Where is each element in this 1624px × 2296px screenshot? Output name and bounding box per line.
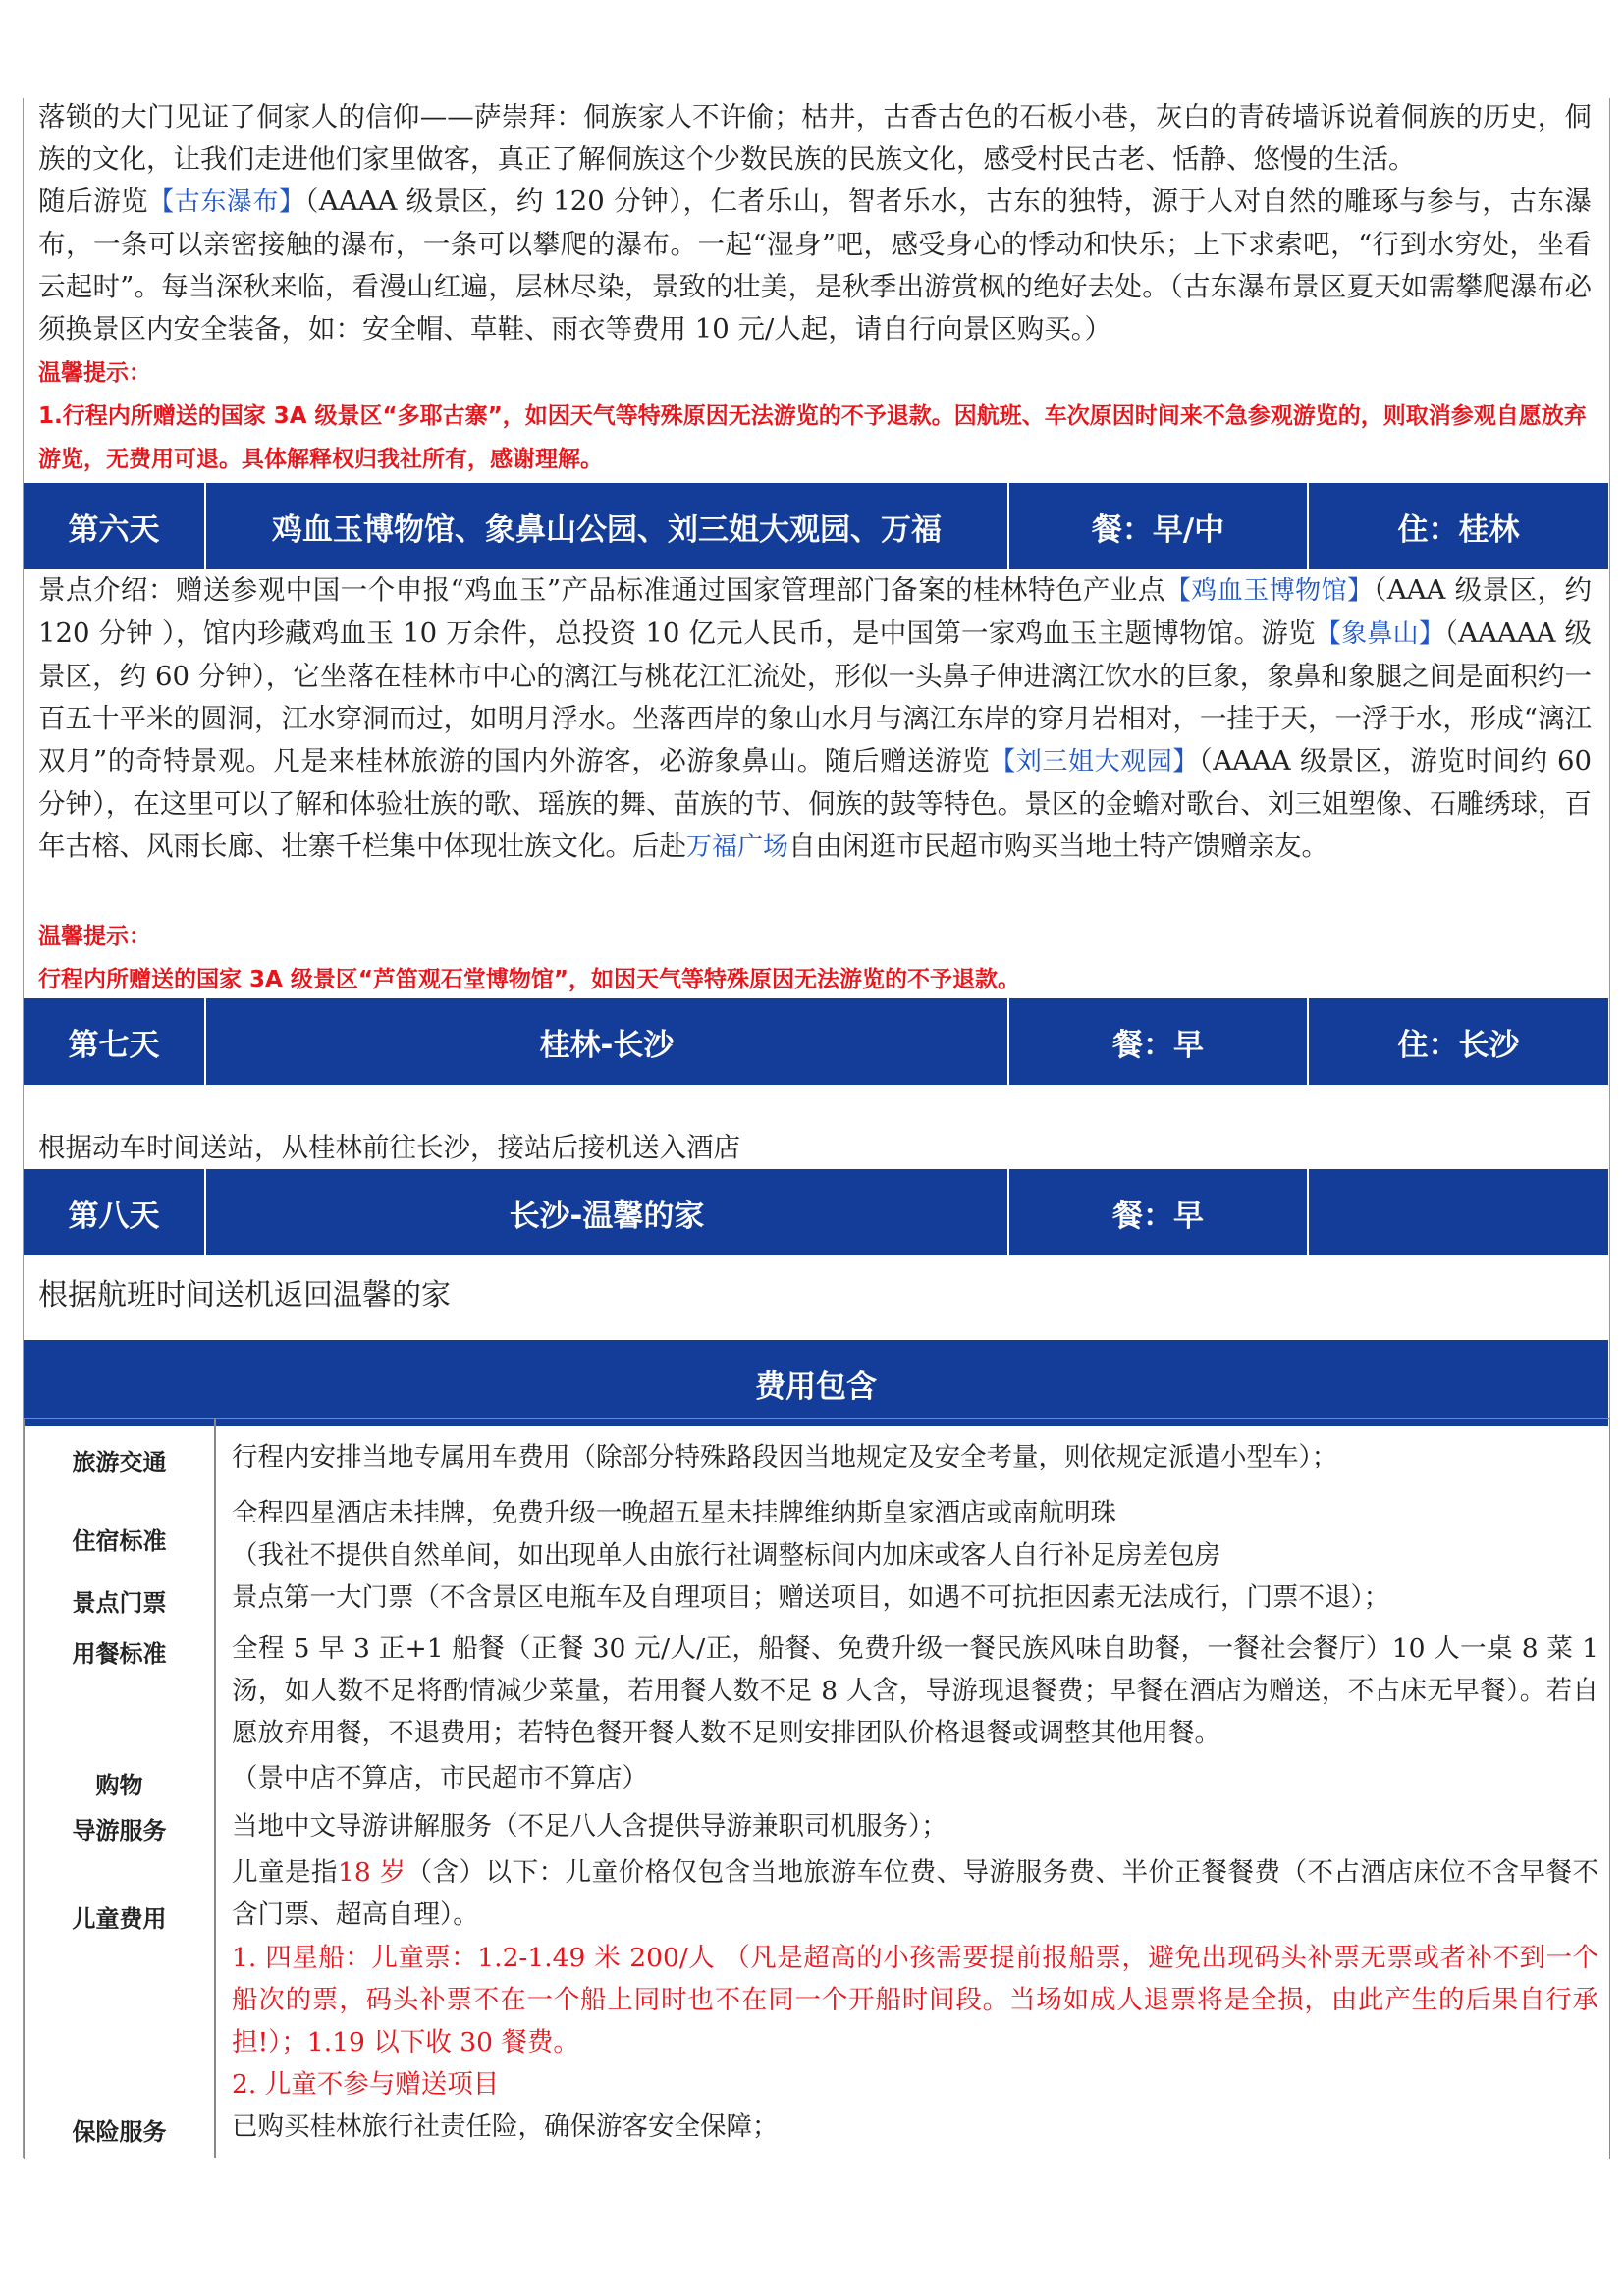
child-fee-label: 儿童费用	[72, 1905, 167, 1933]
child-gift-note: 2. 儿童不参与赠送项目	[232, 2069, 500, 2100]
day7-route: 桂林-长沙	[206, 998, 1009, 1085]
day6-tip: 行程内所赠送的国家 3A 级景区“芦笛观石堂博物馆”，如因天气等特殊原因无法游览的不予退款。	[38, 967, 1021, 992]
ticket-text: 景点第一大门票（不含景区电瓶车及自理项目；赠送项目，如遇不可抗拒因素无法成行，门票不退）；	[232, 1582, 1390, 1613]
hotel-text-1: 全程四星酒店未挂牌，免费升级一晚超五星未挂牌维纳斯皇家酒店或南航明珠	[232, 1498, 1116, 1528]
day8-meal: 餐：早	[1009, 1169, 1309, 1255]
insurance-label: 保险服务	[72, 2118, 167, 2146]
jixueyu-museum-link: 【鸡血玉博物馆】	[1164, 576, 1374, 606]
day5-tip-title: 温馨提示：	[38, 360, 151, 386]
transport-text: 行程内安排当地专属用车费用（除部分特殊路段因当地规定及安全考量，则依规定派遣小型车）；	[232, 1442, 1338, 1472]
gudong-waterfall-link: 【古东瀑布】	[148, 187, 305, 217]
elephant-trunk-hill-link: 【象鼻山】	[1315, 619, 1445, 649]
day6-header	[24, 483, 1608, 569]
day8-label: 第八天	[24, 1169, 206, 1255]
insurance-text: 已购买桂林旅行社责任险，确保游客安全保障；	[232, 2111, 779, 2142]
day7-meal: 餐：早	[1009, 998, 1309, 1085]
day6-stay: 住：桂林	[1397, 511, 1520, 548]
day8-route: 长沙-温馨的家	[206, 1169, 1009, 1255]
hotel-text-2: （我社不提供自然单间，如出现单人由旅行社调整标间内加床或客人自行补足房差包房	[232, 1540, 1220, 1571]
day6-route: 鸡血玉博物馆、象鼻山公园、刘三姐大观园、万福	[206, 483, 1009, 569]
day5-paragraph-2: 随后游览【古东瀑布】（AAAA 级景区，约 120 分钟），仁者乐山，智者乐水，古东的独特，源于人对自然的雕琢与参与，古东瀑布，一条可以亲密接触的瀑布，一条可以攀爬的瀑布。一起“湿身”吧，感受身心的悸动和快乐；上下求索吧，“行到水穷处，坐看云起时”。每当深秋来临，看漫山红遍，层林尽染，景致的壮美，是秋季出游赏枫的绝好去处。（古东瀑布景区夏天如需攀爬瀑布必须换景区内安全装备，如：安全帽、草鞋、雨衣等费用 10 元/人起，请自行向景区购买。）	[38, 186, 1592, 345]
day8-header	[24, 1169, 1608, 1255]
day8-text: 根据航班时间送机返回温馨的家	[38, 1278, 451, 1312]
liusanjie-park-link: 【刘三姐大观园】	[990, 747, 1199, 776]
day8-stay	[1309, 1169, 1608, 1255]
meal-text: 全程 5 早 3 正+1 船餐（正餐 30 元/人/正，船餐、免费升级一餐民族风味自助餐，一餐社会餐厅）10 人一桌 8 菜 1 汤，如人数不足将酌情减少菜量，若用餐人数不足 8 人含，导游现退餐费；早餐在酒店为赠送，不占床无早餐）。若自愿放弃用餐，不退费用；若特色餐开餐人数不足则安排团队价格退餐或调整其他用餐。	[232, 1633, 1598, 1748]
guide-text: 当地中文导游讲解服务（不足八人含提供导游兼职司机服务）；	[232, 1811, 947, 1842]
day6-label: 第六天	[24, 483, 206, 569]
hotel-label: 住宿标准	[72, 1527, 167, 1555]
child-age: 18 岁	[338, 1857, 406, 1888]
day6-description: 景点介绍：赠送参观中国一个申报“鸡血玉”产品标准通过国家管理部门备案的桂林特色产业点【鸡血玉博物馆】（AAA 级景区，约 120 分钟 ），馆内珍藏鸡血玉 10 万余件，总投资 10 亿元人民币，是中国第一家鸡血玉主题博物馆。游览【象鼻山】（AAAAA 级景区，约 60 分钟），它坐落在桂林市中心的漓江与桃花江汇流处，形似一头鼻子伸进漓江饮水的巨象，象鼻和象腿之间是面积约一百五十平米的圆洞，江水穿洞而过，如明月浮水。坐落西岸的象山水月与漓江东岸的穿月岩相对，一挂于天，一浮于水，形成“漓江双月”的奇特景观。凡是来桂林旅游的国内外游客，必游象鼻山。随后赠送游览【刘三姐大观园】（AAAA 级景区，游览时间约 60 分钟），在这里可以了解和体验壮族的歌、瑶族的舞、苗族的节、侗族的鼓等特色。景区的金蟾对歌台、刘三姐塑像、石雕绣球，百年古榕、风雨长廊、壮寨千栏集中体现壮族文化。后赴万福广场自由闲逛市民超市购买当地土特产馈赠亲友。	[38, 574, 1592, 862]
shopping-text: （景中店不算店，市民超市不算店）	[232, 1763, 648, 1793]
day5-paragraph-1: 落锁的大门见证了侗家人的信仰——萨崇拜：侗族家人不许偷；枯井，古香古色的石板小巷，灰白的青砖墙诉说着侗族的历史，侗族的文化，让我们走进他们家里做客，真正了解侗族这个少数民族的民族文化，感受村民古老、恬静、悠慢的生活。	[38, 101, 1592, 175]
child-fee-text: 儿童是指18 岁（含）以下：儿童价格仅包含当地旅游车位费、导游服务费、半价正餐餐费（不占酒店床位不含早餐不含门票、超高自理）。	[232, 1857, 1599, 1930]
day7-label: 第七天	[24, 998, 206, 1085]
day7-stay: 住：长沙	[1397, 1027, 1520, 1063]
day6-meal: 餐：早/中	[1009, 483, 1309, 569]
wanfu-plaza-link: 万福广场	[686, 832, 789, 862]
shopping-label: 购物	[95, 1772, 143, 1799]
fee-section-title: 费用包含	[24, 1340, 1608, 1426]
day5-tip: 1.行程内所赠送的国家 3A 级景区“多耶古寨”，如因天气等特殊原因无法游览的不予退款。因航班、车次原因时间来不急参观游览的，则取消参观自愿放弃游览，无费用可退。具体解释权归我社所有，感谢理解。	[38, 403, 1587, 472]
guide-label: 导游服务	[72, 1817, 167, 1844]
day6-tip-title: 温馨提示：	[38, 924, 151, 949]
meal-label: 用餐标准	[72, 1640, 167, 1668]
ticket-label: 景点门票	[72, 1589, 167, 1617]
child-boat-ticket-note: 1. 四星船：儿童票：1.2-1.49 米 200/人 （凡是超高的小孩需要提前报船票，避免出现码头补票无票或者补不到一个船次的票，码头补票不在一个船上同时也不在同一个开船时间段。当场如成人退票将是全损，由此产生的后果自行承担!）；1.19 以下收 30 餐费。	[232, 1943, 1598, 2057]
transport-label: 旅游交通	[72, 1449, 167, 1476]
day7-text: 根据动车时间送站，从桂林前往长沙，接站后接机送入酒店	[38, 1132, 740, 1163]
day7-header	[24, 998, 1608, 1085]
